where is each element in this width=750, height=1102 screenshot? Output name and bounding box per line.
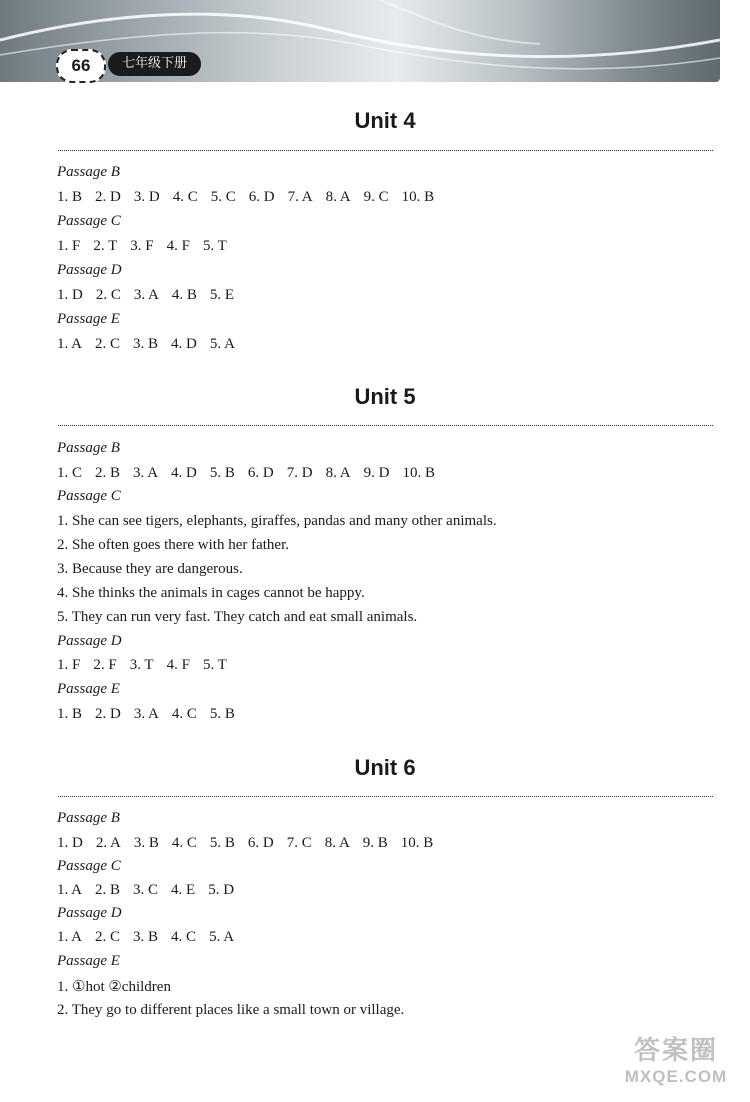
answer-row xyxy=(57,882,247,899)
answer-sentence: 3. Because they are dangerous. xyxy=(57,561,243,577)
answer: 3. D xyxy=(133,189,160,205)
answer-row xyxy=(57,929,247,946)
answer: 7. D xyxy=(286,465,313,481)
dotted-divider xyxy=(58,796,713,797)
answer: 3. T xyxy=(129,657,154,673)
passage-label: Passage B xyxy=(57,164,120,180)
answer-row xyxy=(57,706,248,723)
answer: 5. B xyxy=(209,465,235,481)
answer: 2. A xyxy=(95,835,121,851)
answer: 3. A xyxy=(133,706,159,722)
answer: 3. A xyxy=(133,465,159,481)
answer: 5. T xyxy=(202,657,227,673)
answer: 4. F xyxy=(166,238,190,254)
answer: 2. C xyxy=(95,929,121,945)
answer: 2. F xyxy=(93,657,117,673)
passage-label: Passage D xyxy=(57,905,122,921)
page-number: 66 xyxy=(56,49,106,83)
answer: 8. A xyxy=(325,465,351,481)
passage-label: Passage C xyxy=(57,213,121,229)
answer: 10. B xyxy=(401,189,435,205)
answer: 3. A xyxy=(133,287,159,303)
answer-sentence: 1. She can see tigers, elephants, giraffes, pandas and many other animals. xyxy=(57,513,497,529)
answer-sentence: 1. ①hot ②children xyxy=(57,979,171,995)
answer: 2. C xyxy=(95,336,121,352)
unit-title: Unit 5 xyxy=(354,384,416,409)
answer: 6. D xyxy=(247,835,274,851)
passage-label: Passage D xyxy=(57,262,122,278)
answer: 1. B xyxy=(57,706,83,722)
passage-label: Passage B xyxy=(57,810,120,826)
answer: 9. B xyxy=(362,835,388,851)
passage-label: Passage C xyxy=(57,858,121,874)
dotted-divider xyxy=(58,150,713,151)
answer: 5. B xyxy=(209,706,235,722)
answer-row xyxy=(57,287,247,304)
answer: 4. D xyxy=(171,336,197,352)
passage-label: Passage B xyxy=(57,440,120,456)
answer-row xyxy=(57,238,240,255)
answer: 6. D xyxy=(248,189,275,205)
answer: 10. B xyxy=(400,835,434,851)
answer-sentence: 5. They can run very fast. They catch and eat small animals. xyxy=(57,609,418,625)
book-label: 七年级下册 xyxy=(108,52,201,76)
answer: 3. B xyxy=(133,835,159,851)
answer: 2. B xyxy=(95,882,121,898)
site-watermark xyxy=(610,1034,742,1096)
answer-row xyxy=(57,189,447,206)
answer: 5. D xyxy=(208,882,235,898)
answer-row xyxy=(57,465,448,482)
header-wave-decoration xyxy=(0,0,720,82)
answer: 5. C xyxy=(210,189,236,205)
answer: 4. E xyxy=(171,882,196,898)
answer: 1. D xyxy=(57,287,83,303)
unit-title: Unit 4 xyxy=(354,108,416,133)
answer: 3. B xyxy=(133,929,159,945)
dotted-divider xyxy=(58,425,713,426)
answer: 4. C xyxy=(172,189,198,205)
answer: 2. T xyxy=(93,238,118,254)
answer: 4. B xyxy=(171,287,197,303)
answer: 4. C xyxy=(171,706,197,722)
unit-title: Unit 6 xyxy=(354,755,416,780)
answer: 4. C xyxy=(171,929,197,945)
answer: 5. A xyxy=(209,336,235,352)
answer-sentence: 4. She thinks the animals in cages cannot be happy. xyxy=(57,585,365,601)
answer: 8. A xyxy=(324,835,350,851)
answer: 1. D xyxy=(57,835,83,851)
answer: 6. D xyxy=(247,465,274,481)
answer: 2. D xyxy=(95,189,121,205)
header-banner xyxy=(0,0,720,82)
answer: 3. C xyxy=(133,882,159,898)
answer-sentence: 2. They go to different places like a small town or village. xyxy=(57,1002,405,1018)
answer: 7. A xyxy=(287,189,313,205)
answer: 1. F xyxy=(57,238,81,254)
answer-row xyxy=(57,657,240,674)
answer: 5. E xyxy=(209,287,235,303)
answer-row xyxy=(57,336,248,353)
answer: 10. B xyxy=(402,465,435,481)
answer: 5. B xyxy=(209,835,235,851)
answer: 1. C xyxy=(57,465,83,481)
answer: 9. D xyxy=(363,465,390,481)
answer-sentence: 2. She often goes there with her father. xyxy=(57,537,290,553)
answer: 4. D xyxy=(171,465,197,481)
answer: 3. F xyxy=(130,238,154,254)
answer: 9. C xyxy=(363,189,389,205)
watermark-logo-text: 答案圈 xyxy=(633,1035,718,1065)
answer: 8. A xyxy=(325,189,351,205)
passage-label: Passage E xyxy=(57,681,120,697)
passage-label: Passage E xyxy=(57,311,120,327)
watermark-url: MXQE.COM xyxy=(624,1067,728,1086)
passage-label: Passage E xyxy=(57,953,120,969)
answer: 1. A xyxy=(57,929,83,945)
answer: 3. B xyxy=(133,336,159,352)
answer: 1. F xyxy=(57,657,81,673)
answer: 5. T xyxy=(202,238,227,254)
answer: 2. B xyxy=(95,465,121,481)
answer: 1. A xyxy=(57,336,83,352)
answer: 1. A xyxy=(57,882,83,898)
answer-row xyxy=(57,835,446,852)
answer: 7. C xyxy=(286,835,312,851)
answer: 2. C xyxy=(95,287,121,303)
answer: 1. B xyxy=(57,189,83,205)
answer: 5. A xyxy=(209,929,235,945)
answer: 2. D xyxy=(95,706,121,722)
passage-label: Passage D xyxy=(57,633,122,649)
passage-label: Passage C xyxy=(57,488,121,504)
answer: 4. C xyxy=(171,835,197,851)
answer: 4. F xyxy=(166,657,190,673)
